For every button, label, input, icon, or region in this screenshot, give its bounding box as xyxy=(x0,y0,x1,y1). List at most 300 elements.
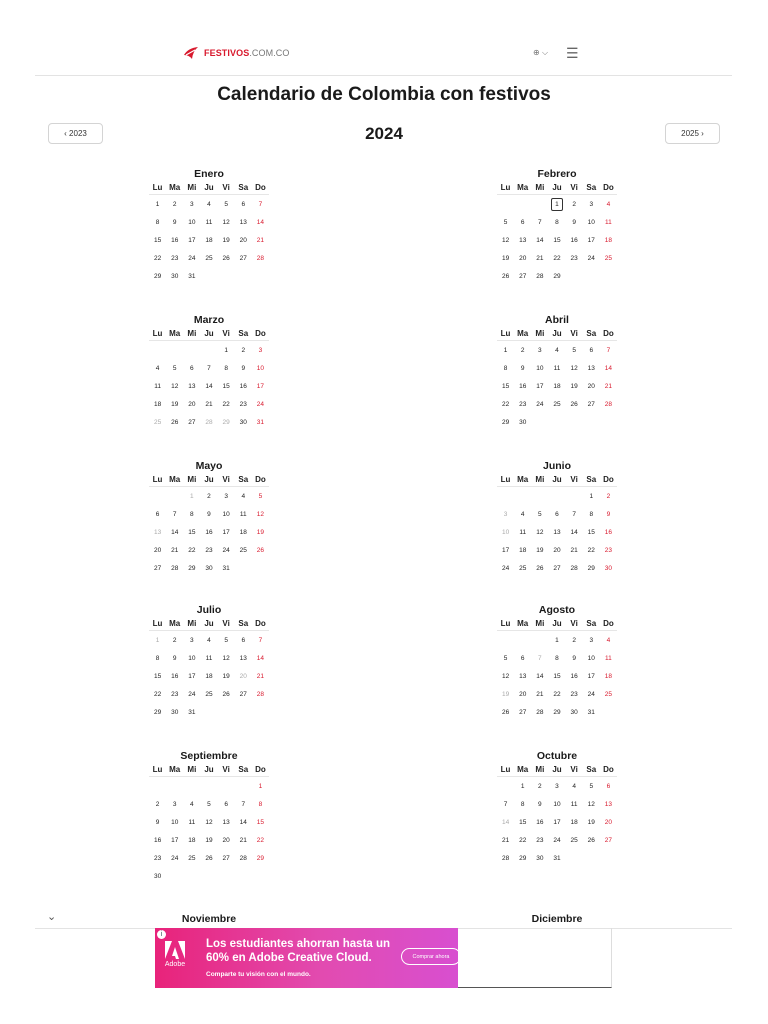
day-cell[interactable]: 11 xyxy=(553,364,561,372)
day-cell[interactable]: 6 xyxy=(224,800,228,808)
day-cell[interactable]: 15 xyxy=(153,236,162,244)
day-cell[interactable]: 23 xyxy=(536,836,544,844)
day-cell[interactable]: 29 xyxy=(188,564,196,572)
scroll-down-icon[interactable]: ⌄ xyxy=(47,911,57,923)
day-cell[interactable]: 22 xyxy=(222,400,230,408)
day-cell[interactable]: 6 xyxy=(606,782,611,790)
day-cell[interactable]: 21 xyxy=(501,836,510,844)
day-cell[interactable]: 7 xyxy=(207,364,211,372)
day-cell[interactable]: 17 xyxy=(256,382,265,390)
day-cell[interactable]: 26 xyxy=(570,400,578,408)
day-cell[interactable]: 27 xyxy=(239,254,247,262)
day-cell[interactable]: 17 xyxy=(536,382,544,390)
advertisement-banner[interactable] xyxy=(155,928,458,988)
day-cell[interactable]: 28 xyxy=(501,854,510,862)
day-cell[interactable]: 14 xyxy=(570,528,578,536)
day-cell[interactable]: 16 xyxy=(205,528,213,536)
day-cell[interactable]: 13 xyxy=(587,364,595,372)
ad-cta-button[interactable]: Comprar ahora xyxy=(401,948,458,965)
day-cell[interactable]: 2 xyxy=(572,636,576,644)
day-cell[interactable]: 10 xyxy=(553,800,561,808)
ad-info-icon[interactable]: i xyxy=(157,930,166,939)
day-cell[interactable]: 9 xyxy=(155,818,160,826)
day-cell[interactable]: 19 xyxy=(501,690,510,698)
day-cell[interactable]: 31 xyxy=(188,708,196,716)
day-cell[interactable]: 4 xyxy=(190,800,194,808)
day-cell[interactable]: 3 xyxy=(172,800,177,808)
day-cell[interactable]: 6 xyxy=(520,218,525,226)
day-cell[interactable]: 22 xyxy=(153,690,162,698)
day-cell[interactable]: 21 xyxy=(536,254,544,262)
day-cell[interactable]: 13 xyxy=(553,528,561,536)
day-cell[interactable]: 10 xyxy=(256,364,265,372)
day-cell[interactable]: 16 xyxy=(239,382,247,390)
day-cell[interactable]: 11 xyxy=(605,218,612,226)
day-cell[interactable]: 16 xyxy=(171,672,179,680)
day-cell[interactable]: 3 xyxy=(589,636,594,644)
day-cell[interactable]: 9 xyxy=(172,654,177,662)
previous-year-button[interactable]: ‹ 2023 xyxy=(48,123,103,144)
day-cell[interactable]: 2 xyxy=(572,200,576,208)
day-cell[interactable]: 22 xyxy=(501,400,510,408)
day-cell[interactable]: 31 xyxy=(188,272,196,280)
day-cell[interactable]: 21 xyxy=(604,382,613,390)
day-cell[interactable]: 11 xyxy=(188,818,196,826)
day-cell[interactable]: 24 xyxy=(501,564,510,572)
day-cell[interactable]: 22 xyxy=(587,546,595,554)
day-cell[interactable]: 21 xyxy=(239,836,247,844)
day-cell[interactable]: 1 xyxy=(155,636,160,644)
day-cell[interactable]: 23 xyxy=(205,546,213,554)
day-cell[interactable]: 29 xyxy=(153,708,162,716)
day-cell[interactable]: 16 xyxy=(604,528,613,536)
day-cell[interactable]: 5 xyxy=(224,200,228,208)
day-cell[interactable]: 7 xyxy=(503,800,508,808)
day-cell[interactable]: 2 xyxy=(172,200,177,208)
day-cell[interactable]: 28 xyxy=(570,564,578,572)
day-cell[interactable]: 10 xyxy=(222,510,230,518)
day-cell[interactable]: 19 xyxy=(222,236,230,244)
day-cell[interactable]: 3 xyxy=(589,200,594,208)
day-cell[interactable]: 26 xyxy=(256,546,265,554)
day-cell[interactable]: 1 xyxy=(548,195,565,214)
day-cell[interactable]: 26 xyxy=(587,836,595,844)
day-cell[interactable]: 11 xyxy=(205,654,213,662)
day-cell[interactable]: 8 xyxy=(155,218,160,226)
day-cell[interactable]: 19 xyxy=(256,528,265,536)
day-cell[interactable]: 31 xyxy=(222,564,230,572)
day-cell[interactable]: 26 xyxy=(222,690,230,698)
day-cell[interactable]: 30 xyxy=(171,708,179,716)
day-cell[interactable]: 25 xyxy=(570,836,578,844)
day-cell[interactable]: 6 xyxy=(190,364,194,372)
day-cell[interactable]: 8 xyxy=(155,654,160,662)
day-cell[interactable]: 21 xyxy=(256,236,265,244)
day-cell[interactable]: 24 xyxy=(171,854,179,862)
day-cell[interactable]: 18 xyxy=(519,546,527,554)
day-cell[interactable]: 20 xyxy=(188,400,196,408)
day-cell[interactable]: 2 xyxy=(606,492,611,500)
day-cell[interactable]: 12 xyxy=(501,672,510,680)
day-cell[interactable]: 9 xyxy=(572,218,576,226)
day-cell[interactable]: 25 xyxy=(205,254,213,262)
day-cell[interactable]: 4 xyxy=(606,200,611,208)
day-cell[interactable]: 1 xyxy=(190,492,194,500)
day-cell[interactable]: 4 xyxy=(241,492,246,500)
day-cell[interactable]: 9 xyxy=(172,218,177,226)
day-cell[interactable]: 22 xyxy=(256,836,265,844)
day-cell[interactable]: 12 xyxy=(570,364,578,372)
day-cell[interactable]: 20 xyxy=(239,672,247,680)
day-cell[interactable]: 18 xyxy=(570,818,578,826)
day-cell[interactable]: 15 xyxy=(153,672,162,680)
day-cell[interactable]: 28 xyxy=(604,400,613,408)
day-cell[interactable]: 8 xyxy=(224,364,228,372)
day-cell[interactable]: 11 xyxy=(570,800,578,808)
day-cell[interactable]: 5 xyxy=(538,510,542,518)
day-cell[interactable]: 2 xyxy=(520,346,525,354)
day-cell[interactable]: 14 xyxy=(205,382,213,390)
day-cell[interactable]: 16 xyxy=(536,818,544,826)
day-cell[interactable]: 8 xyxy=(555,218,559,226)
day-cell[interactable]: 12 xyxy=(501,236,510,244)
day-cell[interactable]: 23 xyxy=(153,854,162,862)
day-cell[interactable]: 13 xyxy=(153,528,162,536)
day-cell[interactable]: 24 xyxy=(188,254,196,262)
day-cell[interactable]: 27 xyxy=(519,708,527,716)
day-cell[interactable]: 6 xyxy=(520,654,525,662)
day-cell[interactable]: 14 xyxy=(536,236,544,244)
day-cell[interactable]: 30 xyxy=(239,418,247,426)
day-cell[interactable]: 9 xyxy=(572,654,576,662)
day-cell[interactable]: 28 xyxy=(239,854,247,862)
day-cell[interactable]: 24 xyxy=(222,546,230,554)
day-cell[interactable]: 20 xyxy=(222,836,230,844)
day-cell[interactable]: 20 xyxy=(239,236,247,244)
day-cell[interactable]: 15 xyxy=(188,528,196,536)
day-cell[interactable]: 27 xyxy=(222,854,230,862)
day-cell[interactable]: 17 xyxy=(501,546,510,554)
day-cell[interactable]: 11 xyxy=(239,510,247,518)
day-cell[interactable]: 14 xyxy=(604,364,613,372)
day-cell[interactable]: 3 xyxy=(538,346,542,354)
day-cell[interactable]: 14 xyxy=(171,528,179,536)
day-cell[interactable]: 18 xyxy=(153,400,162,408)
day-cell[interactable]: 16 xyxy=(153,836,162,844)
day-cell[interactable]: 10 xyxy=(188,654,196,662)
day-cell[interactable]: 18 xyxy=(239,528,247,536)
day-cell[interactable]: 2 xyxy=(538,782,542,790)
day-cell[interactable]: 17 xyxy=(587,236,595,244)
day-cell[interactable]: 9 xyxy=(538,800,542,808)
day-cell[interactable]: 15 xyxy=(222,382,230,390)
day-cell[interactable]: 7 xyxy=(241,800,246,808)
day-cell[interactable]: 8 xyxy=(258,800,263,808)
day-cell[interactable]: 24 xyxy=(188,690,196,698)
day-cell[interactable]: 25 xyxy=(553,400,561,408)
day-cell[interactable]: 12 xyxy=(205,818,213,826)
day-cell[interactable]: 8 xyxy=(520,800,525,808)
day-cell[interactable]: 5 xyxy=(224,636,228,644)
day-cell[interactable]: 27 xyxy=(553,564,561,572)
day-cell[interactable]: 11 xyxy=(605,654,612,662)
day-cell[interactable]: 26 xyxy=(501,708,510,716)
day-cell[interactable]: 9 xyxy=(606,510,611,518)
day-cell[interactable]: 11 xyxy=(205,218,213,226)
day-cell[interactable]: 25 xyxy=(153,418,162,426)
day-cell[interactable]: 12 xyxy=(536,528,544,536)
day-cell[interactable]: 3 xyxy=(258,346,263,354)
day-cell[interactable]: 21 xyxy=(256,672,265,680)
day-cell[interactable]: 12 xyxy=(222,654,230,662)
day-cell[interactable]: 23 xyxy=(171,690,179,698)
day-cell[interactable]: 14 xyxy=(536,672,544,680)
day-cell[interactable]: 18 xyxy=(205,672,213,680)
day-cell[interactable]: 7 xyxy=(258,200,263,208)
day-cell[interactable]: 25 xyxy=(604,254,613,262)
day-cell[interactable]: 30 xyxy=(153,872,162,880)
day-cell[interactable]: 28 xyxy=(536,272,544,280)
day-cell[interactable]: 11 xyxy=(519,528,527,536)
day-cell[interactable]: 4 xyxy=(520,510,525,518)
day-cell[interactable]: 28 xyxy=(256,254,265,262)
day-cell[interactable]: 15 xyxy=(553,236,561,244)
day-cell[interactable]: 29 xyxy=(553,708,561,716)
day-cell[interactable]: 4 xyxy=(555,346,559,354)
day-cell[interactable]: 27 xyxy=(519,272,527,280)
day-cell[interactable]: 29 xyxy=(501,418,510,426)
day-cell[interactable]: 19 xyxy=(501,254,510,262)
day-cell[interactable]: 24 xyxy=(256,400,265,408)
day-cell[interactable]: 9 xyxy=(207,510,211,518)
day-cell[interactable]: 10 xyxy=(587,218,595,226)
day-cell[interactable]: 2 xyxy=(241,346,246,354)
day-cell[interactable]: 26 xyxy=(536,564,544,572)
day-cell[interactable]: 5 xyxy=(503,218,508,226)
day-cell[interactable]: 28 xyxy=(205,418,213,426)
day-cell[interactable]: 27 xyxy=(153,564,162,572)
day-cell[interactable]: 12 xyxy=(171,382,179,390)
day-cell[interactable]: 17 xyxy=(553,818,561,826)
day-cell[interactable]: 10 xyxy=(171,818,179,826)
day-cell[interactable]: 17 xyxy=(222,528,230,536)
day-cell[interactable]: 17 xyxy=(188,672,196,680)
day-cell[interactable]: 6 xyxy=(555,510,559,518)
day-cell[interactable]: 23 xyxy=(570,690,578,698)
day-cell[interactable]: 29 xyxy=(222,418,230,426)
day-cell[interactable]: 1 xyxy=(520,782,525,790)
day-cell[interactable]: 1 xyxy=(155,200,160,208)
day-cell[interactable]: 25 xyxy=(188,854,196,862)
day-cell[interactable]: 27 xyxy=(587,400,595,408)
day-cell[interactable]: 6 xyxy=(589,346,594,354)
day-cell[interactable]: 22 xyxy=(519,836,527,844)
day-cell[interactable]: 14 xyxy=(256,654,265,662)
day-cell[interactable]: 8 xyxy=(190,510,194,518)
day-cell[interactable]: 7 xyxy=(606,346,611,354)
day-cell[interactable]: 2 xyxy=(155,800,160,808)
day-cell[interactable]: 16 xyxy=(570,236,578,244)
day-cell[interactable]: 19 xyxy=(570,382,578,390)
day-cell[interactable]: 18 xyxy=(553,382,561,390)
day-cell[interactable]: 12 xyxy=(587,800,595,808)
site-logo[interactable] xyxy=(183,46,290,60)
day-cell[interactable]: 24 xyxy=(587,254,595,262)
day-cell[interactable]: 28 xyxy=(256,690,265,698)
day-cell[interactable]: 28 xyxy=(536,708,544,716)
day-cell[interactable]: 10 xyxy=(188,218,196,226)
day-cell[interactable]: 16 xyxy=(171,236,179,244)
day-cell[interactable]: 11 xyxy=(154,382,161,390)
day-cell[interactable]: 5 xyxy=(207,800,211,808)
day-cell[interactable]: 13 xyxy=(239,654,247,662)
day-cell[interactable]: 16 xyxy=(519,382,527,390)
day-cell[interactable]: 7 xyxy=(538,218,542,226)
day-cell[interactable]: 6 xyxy=(155,510,160,518)
day-cell[interactable]: 3 xyxy=(555,782,559,790)
day-cell[interactable]: 8 xyxy=(589,510,594,518)
day-cell[interactable]: 31 xyxy=(587,708,595,716)
day-cell[interactable]: 29 xyxy=(153,272,162,280)
day-cell[interactable]: 22 xyxy=(153,254,162,262)
day-cell[interactable]: 1 xyxy=(503,346,508,354)
day-cell[interactable]: 1 xyxy=(224,346,228,354)
day-cell[interactable]: 26 xyxy=(222,254,230,262)
day-cell[interactable]: 13 xyxy=(188,382,196,390)
day-cell[interactable]: 27 xyxy=(239,690,247,698)
day-cell[interactable]: 14 xyxy=(501,818,510,826)
day-cell[interactable]: 9 xyxy=(241,364,246,372)
day-cell[interactable]: 24 xyxy=(553,836,561,844)
day-cell[interactable]: 13 xyxy=(519,672,527,680)
day-cell[interactable]: 23 xyxy=(239,400,247,408)
day-cell[interactable]: 24 xyxy=(587,690,595,698)
day-cell[interactable]: 5 xyxy=(589,782,594,790)
day-cell[interactable]: 19 xyxy=(171,400,179,408)
day-cell[interactable]: 30 xyxy=(536,854,544,862)
day-cell[interactable]: 6 xyxy=(241,200,246,208)
day-cell[interactable]: 19 xyxy=(587,818,595,826)
day-cell[interactable]: 7 xyxy=(172,510,177,518)
day-cell[interactable]: 5 xyxy=(172,364,177,372)
day-cell[interactable]: 27 xyxy=(188,418,196,426)
day-cell[interactable]: 15 xyxy=(553,672,561,680)
day-cell[interactable]: 31 xyxy=(256,418,265,426)
next-year-button[interactable]: 2025 › xyxy=(665,123,720,144)
day-cell[interactable]: 23 xyxy=(570,254,578,262)
day-cell[interactable]: 30 xyxy=(171,272,179,280)
day-cell[interactable]: 26 xyxy=(171,418,179,426)
day-cell[interactable]: 20 xyxy=(519,690,527,698)
day-cell[interactable]: 4 xyxy=(155,364,160,372)
day-cell[interactable]: 21 xyxy=(205,400,213,408)
day-cell[interactable]: 17 xyxy=(188,236,196,244)
day-cell[interactable]: 27 xyxy=(604,836,613,844)
day-cell[interactable]: 25 xyxy=(205,690,213,698)
day-cell[interactable]: 3 xyxy=(190,636,194,644)
day-cell[interactable]: 15 xyxy=(587,528,595,536)
day-cell[interactable]: 20 xyxy=(604,818,613,826)
day-cell[interactable]: 12 xyxy=(256,510,265,518)
day-cell[interactable]: 21 xyxy=(171,546,179,554)
day-cell[interactable]: 18 xyxy=(205,236,213,244)
day-cell[interactable]: 29 xyxy=(587,564,595,572)
day-cell[interactable]: 13 xyxy=(519,236,527,244)
day-cell[interactable]: 20 xyxy=(519,254,527,262)
day-cell[interactable]: 1 xyxy=(589,492,594,500)
day-cell[interactable]: 25 xyxy=(519,564,527,572)
day-cell[interactable]: 29 xyxy=(256,854,265,862)
day-cell[interactable]: 19 xyxy=(205,836,213,844)
day-cell[interactable]: 17 xyxy=(171,836,179,844)
day-cell[interactable]: 21 xyxy=(570,546,578,554)
day-cell[interactable]: 29 xyxy=(553,272,561,280)
day-cell[interactable]: 2 xyxy=(172,636,177,644)
day-cell[interactable]: 22 xyxy=(553,690,561,698)
day-cell[interactable]: 24 xyxy=(536,400,544,408)
day-cell[interactable]: 3 xyxy=(503,510,508,518)
day-cell[interactable]: 1 xyxy=(555,636,559,644)
day-cell[interactable]: 25 xyxy=(604,690,613,698)
day-cell[interactable]: 4 xyxy=(207,200,211,208)
day-cell[interactable]: 14 xyxy=(239,818,247,826)
day-cell[interactable]: 19 xyxy=(222,672,230,680)
day-cell[interactable]: 20 xyxy=(553,546,561,554)
language-selector[interactable] xyxy=(533,48,548,58)
day-cell[interactable]: 20 xyxy=(153,546,162,554)
day-cell[interactable]: 13 xyxy=(222,818,230,826)
day-cell[interactable]: 30 xyxy=(519,418,527,426)
day-cell[interactable]: 30 xyxy=(604,564,613,572)
day-cell[interactable]: 4 xyxy=(606,636,611,644)
day-cell[interactable]: 18 xyxy=(604,236,613,244)
day-cell[interactable]: 30 xyxy=(570,708,578,716)
day-cell[interactable]: 1 xyxy=(258,782,263,790)
day-cell[interactable]: 10 xyxy=(587,654,595,662)
day-cell[interactable]: 5 xyxy=(572,346,576,354)
day-cell[interactable]: 19 xyxy=(536,546,544,554)
hamburger-menu-icon[interactable]: ☰ xyxy=(566,45,579,61)
day-cell[interactable]: 29 xyxy=(519,854,527,862)
day-cell[interactable]: 13 xyxy=(239,218,247,226)
day-cell[interactable]: 16 xyxy=(570,672,578,680)
day-cell[interactable]: 5 xyxy=(503,654,508,662)
day-cell[interactable]: 18 xyxy=(188,836,196,844)
day-cell[interactable]: 2 xyxy=(207,492,211,500)
day-cell[interactable]: 4 xyxy=(207,636,211,644)
day-cell[interactable]: 7 xyxy=(538,654,542,662)
day-cell[interactable]: 14 xyxy=(256,218,265,226)
day-cell[interactable]: 8 xyxy=(503,364,508,372)
day-cell[interactable]: 23 xyxy=(171,254,179,262)
day-cell[interactable]: 22 xyxy=(553,254,561,262)
day-cell[interactable]: 12 xyxy=(222,218,230,226)
day-cell[interactable]: 20 xyxy=(587,382,595,390)
day-cell[interactable]: 23 xyxy=(604,546,613,554)
day-cell[interactable]: 22 xyxy=(188,546,196,554)
day-cell[interactable]: 30 xyxy=(205,564,213,572)
day-cell[interactable]: 26 xyxy=(205,854,213,862)
day-cell[interactable]: 3 xyxy=(190,200,194,208)
day-cell[interactable]: 5 xyxy=(258,492,263,500)
day-cell[interactable]: 3 xyxy=(224,492,228,500)
day-cell[interactable]: 25 xyxy=(239,546,247,554)
day-cell[interactable]: 15 xyxy=(256,818,265,826)
day-cell[interactable]: 13 xyxy=(604,800,613,808)
day-cell[interactable]: 31 xyxy=(553,854,561,862)
day-cell[interactable]: 4 xyxy=(572,782,576,790)
day-cell[interactable]: 9 xyxy=(520,364,525,372)
